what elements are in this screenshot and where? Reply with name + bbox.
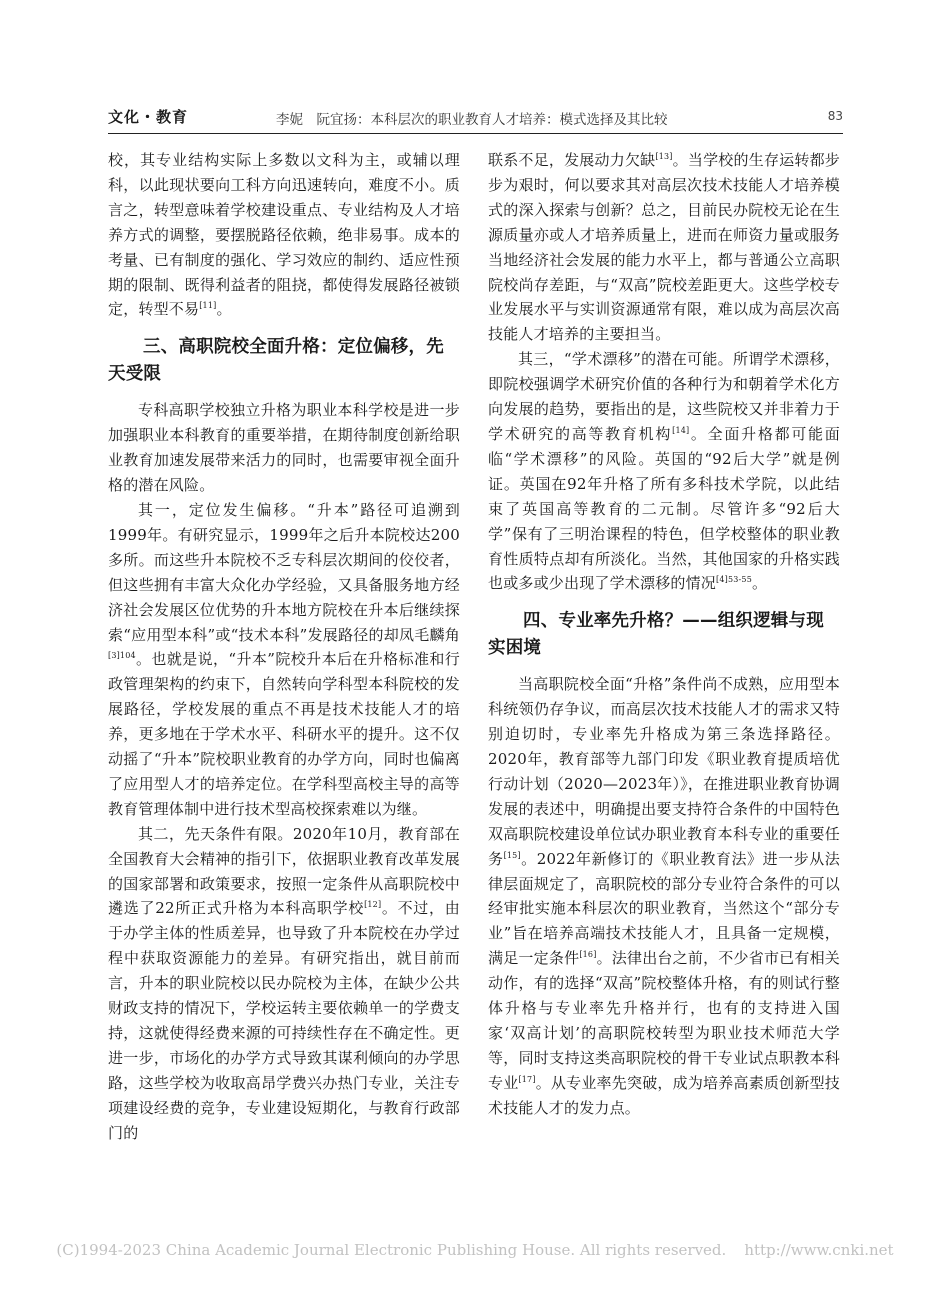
header-rule bbox=[108, 133, 843, 134]
citation[interactable]: [17] bbox=[518, 1074, 536, 1084]
cnki-watermark-footer bbox=[0, 1241, 950, 1259]
paragraph: 其三，“学术漂移”的潜在可能。所谓学术漂移，即院校强调学术研究价值的各种行为和朝着学术化方向发展的趋势，要指出的是，这些院校又并非着力于学术研究的高等教育机构[14]。全面升格都可能面临“学术漂移”的风险。英国的“92后大学”就是例证。英国在92年升格了所有多科技术学院，以此结束了英国高等教育的二元制。尽管许多“92后大学”保有了三明治课程的特色，但学校整体的职业教育性质特点却有所淡化。当然，其他国家的升格实践也或多或少出现了学术漂移的情况$^{[4]53-55}$。 bbox=[488, 350, 840, 593]
citation[interactable]: [16] bbox=[579, 950, 597, 960]
citation[interactable]: [3]104 bbox=[108, 651, 136, 661]
paragraph: 联系不足，发展动力欠缺[13]。当学校的生存运转都步步为艰时，何以要求其对高层次技术技能人才培养模式的深入探索与创新？总之，目前民办院校无论在生源质量亦或人才培养质量上，进而在师资力量或服务当地经济社会发展的能力水平上，都与普通公立高职院校尚存差距，与“双高”院校差距更大。这些学校专业发展水平与实训资源通常有限，难以成为高层次高技能人才培养的主要担当。 bbox=[488, 151, 841, 344]
right-column bbox=[488, 148, 840, 1121]
paragraph: 专科高职学校独立升格为职业本科学校是进一步加强职业本科教育的重要举措，在期待制度创新给职业教育加速发展带来活力的同时，也需要审视全面升格的潜在风险。 bbox=[108, 401, 460, 495]
journal-section: 文化・教育 bbox=[108, 108, 189, 126]
paragraph: 其一，定位发生偏移。“升本”路径可追溯到1999年。有研究显示，1999年之后升本院校达200多所。而这些升本院校不乏专科层次期间的佼佼者，但这些拥有丰富大众化办学经验，又具备服务地方经济社会发展区位优势的升本地方院校在升本后继续探索“应用型本科”或“技术本科”发展路径的却凤毛麟角$^{[3]104}$。也就是说，“升本”院校升本后在升格标准和行政管理架构的约束下，自然转向学科型本科院校的发展路径，学校发展的重点不再是技术技能人才的培养，更多地在于学术水平、科研水平的提升。这不仅动摇了“升本”院校职业教育的办学方向，同时也偏离了应用型人才的培养定位。在学科型高校主导的高等教育管理体制中进行技术型高校探索难以为继。 bbox=[108, 500, 460, 818]
paragraph: 其二，先天条件有限。2020年10月，教育部在全国教育大会精神的指引下，依据职业教育改革发展的国家部署和政策要求，按照一定条件从高职院校中遴选了22所正式升格为本科高职学校[12]。不过，由于办学主体的性质差异，也导致了升本院校在办学过程中获取资源能力的差异。有研究指出，就目前而言，升本的职业院校以民办院校为主体，在缺少公共财政支持的情况下，学校运转主要依赖单一的学费支持，这就使得经费来源的可持续性存在不确定性。更进一步，市场化的办学方式导致其谋利倾向的办学思路，这些学校为收取高昂学费兴办热门专业，关注专项建设经费的竞争，专业建设短期化，与教育行政部门的 bbox=[108, 824, 460, 1142]
citation[interactable]: [14] bbox=[672, 425, 690, 435]
copyright-notice: (C)1994-2023 China Academic Journal Electronic Publishing House. All rights reserved. bbox=[56, 1241, 727, 1259]
citation[interactable]: [11] bbox=[199, 301, 217, 311]
citation[interactable]: [13] bbox=[655, 152, 673, 161]
running-header bbox=[108, 106, 843, 132]
paragraph: 当高职院校全面“升格”条件尚不成熟，应用型本科统领仍存争议，而高层次技术技能人才的需求又特别迫切时，专业率先升格成为第三条选择路径。2020年，教育部等九部门印发《职业教育提质培优行动计划（2020—2023年）》，在推进职业教育协调发展的表述中，明确提出要支持符合条件的中国特色双高职院校建设单位试办职业教育本科专业的重要任务[15]。2022年新修订的《职业教育法》进一步从法律层面规定了，高职院校的部分专业符合条件的可以经审批实施本科层次的职业教育，当然这个“部分专业”旨在培养高端技术技能人才，且具备一定规模，满足一定条件[16]。法律出台之前，不少省市已有相关动作，有的选择“双高”院校整体升格，有的则试行整体升格与专业率先升格并行，也有的支持进入国家‘双高计划’的高职院校转型为职业技术师范大学等，同时支持这类高职院校的骨干专业试点职教本科专业[17]。从专业率先突破，成为培养高素质创新型技术技能人才的发力点。 bbox=[488, 675, 841, 1117]
section-heading-4: 四、专业率先升格？——组织逻辑与现实困境 bbox=[488, 611, 824, 659]
article-running-title: 李妮 阮宜扬：本科层次的职业教育人才培养：模式选择及其比较 bbox=[276, 112, 668, 128]
section-heading-3: 三、高职院校全面升格：定位偏移，先天受限 bbox=[108, 337, 444, 385]
citation[interactable]: [15] bbox=[503, 850, 521, 860]
page-number: 83 bbox=[827, 109, 843, 123]
left-column bbox=[108, 148, 460, 1146]
citation[interactable]: [4]53-55 bbox=[716, 575, 753, 585]
citation[interactable]: [12] bbox=[364, 900, 382, 910]
paragraph: 校，其专业结构实际上多数以文科为主，或辅以理科，以此现状要向工科方向迅速转向，难度不小。质言之，转型意味着学校建设重点、专业结构及人才培养方式的调整，要摆脱路径依赖，绝非易事。成本的考量、已有制度的强化、学习效应的制约、适应性预期的限制、既得利益者的阻挠，都使得发展路径被锁定，转型不易[11]。 bbox=[108, 151, 460, 319]
cnki-url[interactable]: http://www.cnki.net bbox=[744, 1241, 894, 1259]
